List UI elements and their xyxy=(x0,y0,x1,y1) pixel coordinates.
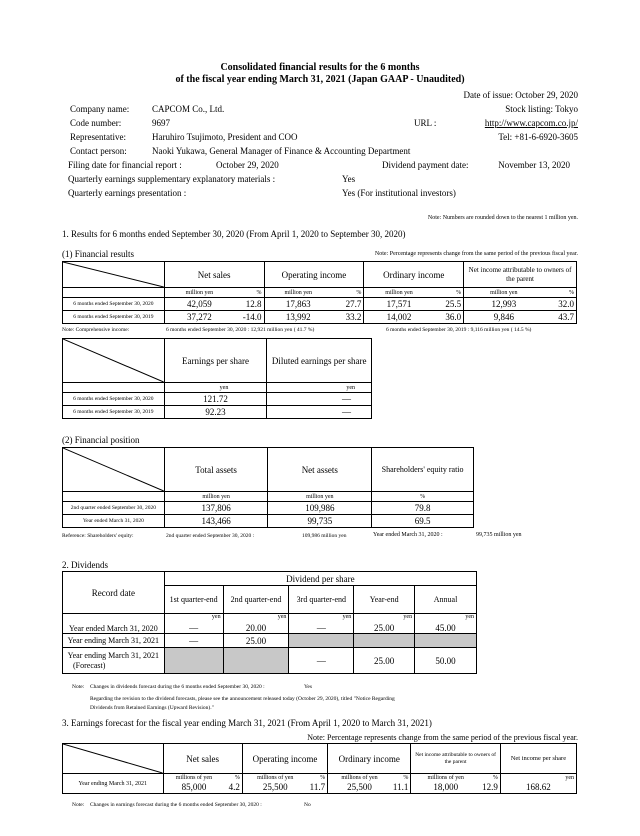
pres-label: Quarterly earnings presentation : xyxy=(68,188,187,198)
header-net-sales: Net sales xyxy=(163,744,242,774)
section3-heading: 3. Earnings forecast for the fiscal year ending March 31, 2021 (From April 1, 2020 to March 31, 2021) xyxy=(62,718,432,728)
ref-2020-value: 109,986 million yen xyxy=(302,533,347,539)
telephone: Tel: +81-6-6920-3605 xyxy=(498,132,578,142)
unit-myen: million yen xyxy=(164,288,234,298)
unit-pct: % xyxy=(308,774,328,782)
header-q2: 2nd quarter-end xyxy=(223,586,289,614)
ref-2020: 2nd quarter ended September 30, 2020 : xyxy=(166,533,255,539)
cell: 99,735 xyxy=(268,515,372,528)
header-operating-income: Operating income xyxy=(264,262,364,288)
financial-results-table xyxy=(62,261,577,324)
comprehensive-income-label: Note: Comprehensive income: xyxy=(62,327,130,333)
ref-label: Reference: Shareholders' equity: xyxy=(62,533,134,539)
cell: 12,993 xyxy=(464,298,544,311)
dividend-per-share-header: Dividend per share xyxy=(164,572,476,586)
cell: 25.5 xyxy=(434,298,464,311)
cell: 137,806 xyxy=(164,502,268,515)
record-date-header: Record date xyxy=(63,572,165,614)
cell: 20.00 xyxy=(245,623,267,633)
row-label: Year ending March 31, 2021 xyxy=(63,634,165,648)
table-row xyxy=(63,502,474,515)
unit-pct: % xyxy=(372,492,474,502)
table-row xyxy=(63,515,474,528)
cell: 25,500 xyxy=(328,782,391,794)
table-row xyxy=(63,393,372,406)
unit-myen: million yen xyxy=(364,288,434,298)
row-label: Year ending March 31, 2021 xyxy=(63,774,164,794)
cell: 13,992 xyxy=(264,311,332,324)
cell: 42,059 xyxy=(164,298,234,311)
shaded-cell xyxy=(354,634,415,648)
table-row xyxy=(63,298,577,311)
header-annual: Annual xyxy=(415,586,477,614)
financial-position-heading: (2) Financial position xyxy=(62,435,140,445)
cell: 12.9 xyxy=(480,782,500,794)
header-net-sales: Net sales xyxy=(164,262,264,288)
unit-yen: yen xyxy=(465,614,474,620)
title-line2-text: the fiscal year ending March 31, 2021 (Japan GAAP - Unaudited) xyxy=(186,74,465,85)
row-label: 6 months ended September 30, 2019 xyxy=(63,311,165,324)
cell: 25.00 xyxy=(354,648,415,674)
unit-myen: million yen xyxy=(164,492,268,502)
section1-heading: 1. Results for 6 months ended September 30, 2020 (From April 1, 2020 to September 30, 2020) xyxy=(62,229,406,239)
forecast-note-1: Changes in earnings forecast during the 6 months ended September 30, 2020 : xyxy=(90,802,262,808)
unit-myen: million yen xyxy=(264,288,332,298)
shaded-cell xyxy=(223,648,289,674)
diagonal-header-cell xyxy=(63,339,165,383)
unit-pct: % xyxy=(480,774,500,782)
contact-label: Contact person: xyxy=(70,146,127,156)
cell: 50.00 xyxy=(415,648,477,674)
div-note-2: Regarding the revision to the dividend forecasts, please see the announcement released today (October 29, 2020), titled "Notice Regarding xyxy=(90,696,395,702)
cell: 121.72 xyxy=(164,393,267,406)
div-note-1: Changes in dividends forecast during the 6 months ended September 30, 2020 : xyxy=(90,684,265,690)
diagonal-header-cell xyxy=(63,744,164,774)
table-row xyxy=(63,406,372,419)
header-net-income-per-share: Net income per share xyxy=(500,744,576,774)
header-diluted-eps: Diluted earnings per share xyxy=(267,339,372,383)
table-row xyxy=(63,634,477,648)
rep-label: Representative: xyxy=(70,132,126,142)
unit-myen: millions of yen xyxy=(163,774,224,782)
cell: 17,863 xyxy=(264,298,332,311)
header-eps: Earnings per share xyxy=(164,339,267,383)
unit-yen: yen xyxy=(211,614,221,620)
unit-yen: yen xyxy=(342,614,352,620)
company-name: CAPCOM Co., Ltd. xyxy=(152,104,225,114)
unit-yen: yen xyxy=(267,383,372,393)
header-net-assets: Net assets xyxy=(268,448,372,492)
cell: 25.00 xyxy=(374,623,395,633)
row-label-forecast: (Forecast) xyxy=(73,660,106,670)
header-year-end: Year-end xyxy=(354,586,415,614)
diagonal-header-cell xyxy=(63,448,165,492)
ref-2019: Year ended March 31, 2020 : xyxy=(373,532,443,538)
issue-date: Date of issue: October 29, 2020 xyxy=(463,90,578,100)
row-label: 6 months ended September 30, 2020 xyxy=(63,393,165,406)
table-row xyxy=(63,648,477,674)
filing-label: Filing date for financial report : xyxy=(68,160,182,170)
supp-value: Yes xyxy=(342,174,356,184)
header-total-assets: Total assets xyxy=(164,448,268,492)
company-name-label: Company name: xyxy=(70,104,130,114)
forecast-note-1-value: No xyxy=(304,802,311,808)
unit-myen: millions of yen xyxy=(328,774,391,782)
eps-table xyxy=(62,338,372,419)
cell: 85,000 xyxy=(163,782,224,794)
cell: — xyxy=(164,634,223,648)
table-row xyxy=(63,614,477,634)
unit-pct: % xyxy=(332,288,364,298)
header-equity-ratio: Shareholders' equity ratio xyxy=(372,448,474,492)
cell: — xyxy=(189,623,199,633)
company-url-link[interactable]: http://www.capcom.co.jp/ xyxy=(484,118,578,128)
cell: 69.5 xyxy=(372,515,474,528)
cell: 11.7 xyxy=(308,782,328,794)
dividend-date: November 13, 2020 xyxy=(498,160,570,170)
ref-2019-value: 99,735 million yen xyxy=(476,532,522,538)
filing-date: October 29, 2020 xyxy=(216,160,279,170)
shaded-cell xyxy=(289,634,354,648)
unit-pct: % xyxy=(224,774,242,782)
header-ordinary-income: Ordinary income xyxy=(328,744,411,774)
cell: 9,846 xyxy=(464,311,544,324)
unit-myen: million yen xyxy=(464,288,544,298)
unit-myen: millions of yen xyxy=(242,774,307,782)
header-ordinary-income: Ordinary income xyxy=(364,262,464,288)
cell: 25,500 xyxy=(242,782,307,794)
table-row xyxy=(63,311,577,324)
unit-myen: millions of yen xyxy=(411,774,480,782)
cell: 168.62 xyxy=(500,782,576,794)
code-number: 9697 xyxy=(152,118,170,128)
unit-pct: % xyxy=(434,288,464,298)
cell: 143,466 xyxy=(164,515,268,528)
unit-pct: % xyxy=(234,288,264,298)
cell: 18,000 xyxy=(411,782,480,794)
cell: 17,571 xyxy=(364,298,434,311)
supp-label: Quarterly earnings supplementary explanatory materials : xyxy=(68,174,276,184)
header-net-income: Net income attributable to owners of the parent xyxy=(411,744,500,774)
url-label: URL : xyxy=(414,118,437,128)
dividends-table xyxy=(62,571,477,674)
comprehensive-income-2019: 6 months ended September 30, 2019 : 9,116 million yen ( 14.5 %) xyxy=(386,327,532,333)
unit-pct: % xyxy=(543,288,576,298)
cell: — xyxy=(267,393,372,406)
stock-listing: Stock listing: Tokyo xyxy=(505,104,578,114)
unit-yen: yen xyxy=(164,383,267,393)
pct-note-1: Note: Percentage represents change from the same period of the previous fiscal year. xyxy=(374,251,578,257)
div-note-1-value: Yes xyxy=(304,684,313,690)
cell: 27.7 xyxy=(332,298,364,311)
unit-myen: million yen xyxy=(268,492,372,502)
cell: 4.2 xyxy=(224,782,242,794)
representative: Haruhiro Tsujimoto, President and COO xyxy=(152,132,298,142)
cell: — xyxy=(289,648,354,674)
header-q1: 1st quarter-end xyxy=(164,586,223,614)
cell: -14.0 xyxy=(234,311,264,324)
unit-yen: yen xyxy=(403,614,413,620)
row-label: Year ending March 31, 2021 xyxy=(67,650,160,660)
header-operating-income: Operating income xyxy=(242,744,327,774)
diagonal-header-cell xyxy=(63,262,165,288)
header-q3: 3rd quarter-end xyxy=(289,586,354,614)
div-note-label: Note: xyxy=(72,684,85,690)
contact-person: Naoki Yukawa, General Manager of Finance & Accounting Department xyxy=(152,146,411,156)
shaded-cell xyxy=(415,634,477,648)
section2-heading: 2. Dividends xyxy=(62,560,108,570)
title-line2 xyxy=(0,74,640,85)
financial-position-table xyxy=(62,447,474,528)
row-label: Year ended March 31, 2020 xyxy=(63,614,165,634)
cell: 25.00 xyxy=(223,634,289,648)
cell: 45.00 xyxy=(435,623,456,633)
code-label: Code number: xyxy=(70,118,122,128)
unit-yen: yen xyxy=(277,614,287,620)
unit-pct: % xyxy=(391,774,411,782)
pres-value: Yes (For institutional investors) xyxy=(342,188,456,198)
pct-note-3: Note: Percentage represents change from the same period of the previous fiscal year. xyxy=(307,733,578,742)
cell: 36.0 xyxy=(434,311,464,324)
cell: — xyxy=(316,623,326,633)
row-label: 2nd quarter ended September 30, 2020 xyxy=(63,502,165,515)
cell: 43.7 xyxy=(543,311,576,324)
forecast-table xyxy=(62,743,577,794)
header-net-income: Net income attributable to owners of the parent xyxy=(464,262,577,288)
shaded-cell xyxy=(164,648,223,674)
cell: 32.0 xyxy=(543,298,576,311)
financial-results-heading: (1) Financial results xyxy=(62,249,134,259)
title-line2-prefix: of xyxy=(175,74,184,85)
dividend-label: Dividend payment date: xyxy=(382,160,469,170)
cell: 14,002 xyxy=(364,311,434,324)
comprehensive-income-2020: 6 months ended September 30, 2020 : 12,921 million yen ( 41.7 %) xyxy=(166,327,315,333)
row-label: 6 months ended September 30, 2020 xyxy=(63,298,165,311)
cell: 92.23 xyxy=(164,406,267,419)
cell: 37,272 xyxy=(164,311,234,324)
row-label: 6 months ended September 30, 2019 xyxy=(63,406,165,419)
cell: — xyxy=(267,406,372,419)
cell: 12.8 xyxy=(234,298,264,311)
cell: 109,986 xyxy=(268,502,372,515)
title-line1: Consolidated financial results for the 6 months xyxy=(220,62,420,73)
cell: 33.2 xyxy=(332,311,364,324)
cell: 79.8 xyxy=(372,502,474,515)
cell: 11.1 xyxy=(391,782,411,794)
row-label: Year ended March 31, 2020 xyxy=(63,515,165,528)
rounding-note: Note: Numbers are rounded down to the nearest 1 million yen. xyxy=(427,215,578,221)
div-note-3: Dividends from Retained Earnings (Upward Revision)." xyxy=(90,705,214,711)
unit-yen: yen xyxy=(500,774,576,782)
forecast-note-label: Note: xyxy=(72,802,85,808)
